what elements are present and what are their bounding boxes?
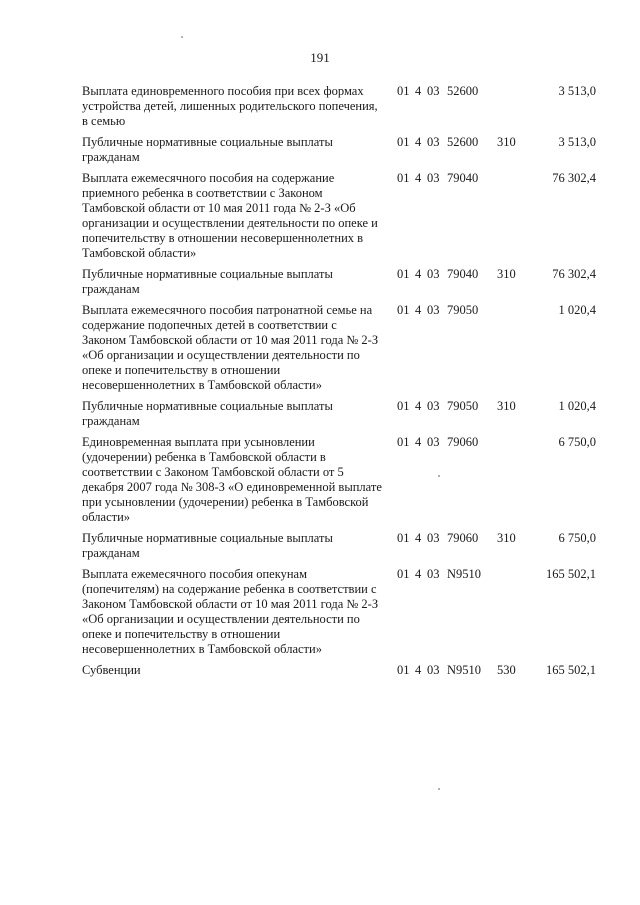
code-chapter: 01	[397, 531, 410, 545]
row-amount: 6 750,0	[558, 531, 596, 545]
row-description: Выплата ежемесячного пособия опекунам (попечителям) на содержание ребенка в соответствии с Законом Тамбовской области от 10 мая 2011 года № 2-З «Об организации и осуществлении деятельности по опеке и попечительству в отношении несовершеннолетних в Тамбовской области»	[82, 567, 379, 656]
code-subsection: 03	[427, 303, 440, 317]
code-section: 4	[415, 531, 422, 545]
code-chapter: 01	[397, 663, 410, 677]
code-section: 4	[415, 267, 422, 281]
table-row	[82, 663, 602, 678]
scan-speck	[438, 788, 440, 790]
table-row	[82, 399, 602, 429]
row-amount: 76 302,4	[552, 171, 596, 185]
row-amount: 165 502,1	[546, 663, 596, 677]
code-target: 79050	[447, 399, 479, 413]
code-section: 4	[415, 663, 422, 677]
code-subsection: 03	[427, 84, 440, 98]
code-chapter: 01	[397, 135, 410, 149]
row-description: Единовременная выплата при усыновлении (удочерении) ребенка в Тамбовской области в соответствии с Законом Тамбовской области от 5 декабря 2007 года № 308-З «О единовременной выплате при усыновлении (удочерении) ребенка в Тамбовской области»	[82, 435, 382, 524]
table-row	[82, 567, 602, 657]
table-row	[82, 435, 602, 525]
code-target: 79050	[447, 303, 479, 317]
code-target: N9510	[447, 567, 482, 581]
code-subsection: 03	[427, 171, 440, 185]
code-section: 4	[415, 399, 422, 413]
row-description: Публичные нормативные социальные выплаты гражданам	[82, 135, 333, 164]
code-target: N9510	[447, 663, 482, 677]
table-row	[82, 303, 602, 393]
code-subsection: 03	[427, 267, 440, 281]
table-row	[82, 135, 602, 165]
code-expense-type: 310	[497, 135, 516, 149]
code-expense-type: 530	[497, 663, 516, 677]
code-target: 79060	[447, 435, 479, 449]
code-section: 4	[415, 171, 422, 185]
row-amount: 76 302,4	[552, 267, 596, 281]
scan-speck	[438, 475, 440, 477]
budget-table	[82, 84, 602, 684]
table-row	[82, 171, 602, 261]
page-number: 191	[310, 50, 330, 65]
code-subsection: 03	[427, 531, 440, 545]
code-chapter: 01	[397, 399, 410, 413]
code-expense-type: 310	[497, 267, 516, 281]
code-target: 79060	[447, 531, 479, 545]
row-amount: 6 750,0	[558, 435, 596, 449]
code-chapter: 01	[397, 567, 410, 581]
code-section: 4	[415, 567, 422, 581]
code-chapter: 01	[397, 303, 410, 317]
row-description: Выплата ежемесячного пособия патронатной семье на содержание подопечных детей в соответствии с Законом Тамбовской области от 10 мая 2011 года № 2-З «Об организации и осуществлении деятельности по опеке и попечительству в отношении несовершеннолетних в Тамбовской области»	[82, 303, 379, 392]
code-section: 4	[415, 435, 422, 449]
row-amount: 1 020,4	[558, 399, 596, 413]
row-amount: 165 502,1	[546, 567, 596, 581]
row-amount: 3 513,0	[558, 84, 596, 98]
scan-speck	[181, 36, 183, 38]
code-chapter: 01	[397, 171, 410, 185]
code-subsection: 03	[427, 663, 440, 677]
table-row	[82, 531, 602, 561]
code-section: 4	[415, 303, 422, 317]
code-target: 79040	[447, 171, 479, 185]
row-description: Публичные нормативные социальные выплаты гражданам	[82, 531, 333, 560]
code-chapter: 01	[397, 84, 410, 98]
row-amount: 3 513,0	[558, 135, 596, 149]
row-description: Публичные нормативные социальные выплаты гражданам	[82, 399, 333, 428]
code-subsection: 03	[427, 135, 440, 149]
table-row	[82, 267, 602, 297]
code-subsection: 03	[427, 435, 440, 449]
row-description: Публичные нормативные социальные выплаты гражданам	[82, 267, 333, 296]
code-section: 4	[415, 84, 422, 98]
code-expense-type: 310	[497, 531, 516, 545]
code-target: 52600	[447, 135, 479, 149]
code-chapter: 01	[397, 435, 410, 449]
code-target: 79040	[447, 267, 479, 281]
row-description: Субвенции	[82, 663, 141, 677]
code-subsection: 03	[427, 567, 440, 581]
code-chapter: 01	[397, 267, 410, 281]
row-amount: 1 020,4	[558, 303, 596, 317]
code-subsection: 03	[427, 399, 440, 413]
table-row	[82, 84, 602, 129]
row-description: Выплата единовременного пособия при всех формах устройства детей, лишенных родительского попечения, в семью	[82, 84, 378, 128]
code-target: 52600	[447, 84, 479, 98]
code-expense-type: 310	[497, 399, 516, 413]
row-description: Выплата ежемесячного пособия на содержание приемного ребенка в соответствии с Законом Тамбовской области от 10 мая 2011 года № 2-З «Об организации и осуществлении деятельности по опеке и попечительству в отношении несовершеннолетних в Тамбовской области»	[82, 171, 378, 260]
code-section: 4	[415, 135, 422, 149]
